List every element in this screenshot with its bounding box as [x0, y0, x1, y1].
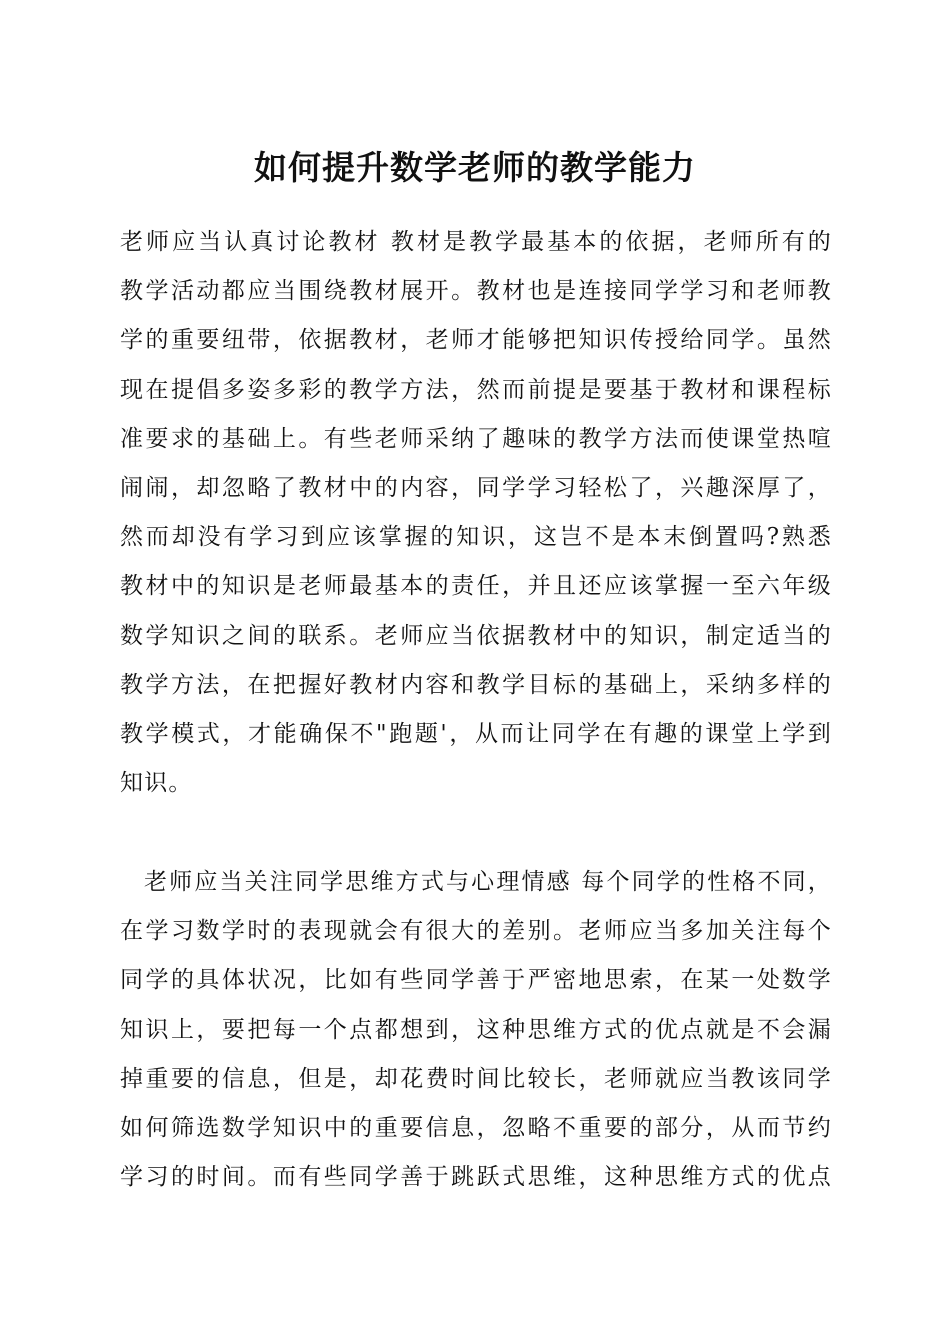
text-line: 知识上，要把每一个点都想到，这种思维方式的优点就是不会漏: [120, 1016, 832, 1043]
document-title: 如何提升数学老师的教学能力: [254, 148, 696, 187]
text-line: 掉重要的信息，但是，却花费时间比较长，老师就应当教该同学: [120, 1065, 832, 1092]
text-line: 如何筛选数学知识中的重要信息，忽略不重要的部分，从而节约: [120, 1114, 832, 1141]
text-line: 教学活动都应当围绕教材展开。教材也是连接同学学习和老师教: [120, 278, 832, 305]
text-line: 教学方法，在把握好教材内容和教学目标的基础上，采纳多样的: [120, 671, 832, 698]
text-line: 老师应当认真讨论教材 教材是教学最基本的依据，老师所有的: [120, 229, 832, 255]
text-line: 教材中的知识是老师最基本的责任，并且还应该掌握一至六年级: [120, 573, 832, 600]
text-line: 闹闹，却忽略了教材中的内容，同学学习轻松了，兴趣深厚了，: [120, 474, 832, 501]
text-line: 现在提倡多姿多彩的教学方法，然而前提是要基于教材和课程标: [120, 376, 832, 403]
text-line: 准要求的基础上。有些老师采纳了趣味的教学方法而使课堂热喧: [120, 425, 832, 452]
text-line: 知识。: [120, 770, 193, 797]
text-line: 在学习数学时的表现就会有很大的差别。老师应当多加关注每个: [120, 918, 832, 945]
text-line: 学的重要纽带，依据教材，老师才能够把知识传授给同学。虽然: [120, 327, 832, 354]
text-line: 老师应当关注同学思维方式与心理情感 每个同学的性格不同，: [144, 869, 832, 895]
text-line: 学习的时间。而有些同学善于跳跃式思维，这种思维方式的优点: [120, 1164, 832, 1191]
text-line: 然而却没有学习到应该掌握的知识，这岂不是本末倒置吗?熟悉: [120, 524, 832, 551]
paragraph-2: [120, 858, 832, 1202]
text-line: 同学的具体状况，比如有些同学善于严密地思索，在某一处数学: [120, 967, 832, 994]
text-line: 教学模式，才能确保不"跑题'，从而让同学在有趣的课堂上学到: [120, 720, 832, 747]
paragraph-1: [120, 218, 832, 808]
text-line: 数学知识之间的联系。老师应当依据教材中的知识，制定适当的: [120, 622, 832, 649]
